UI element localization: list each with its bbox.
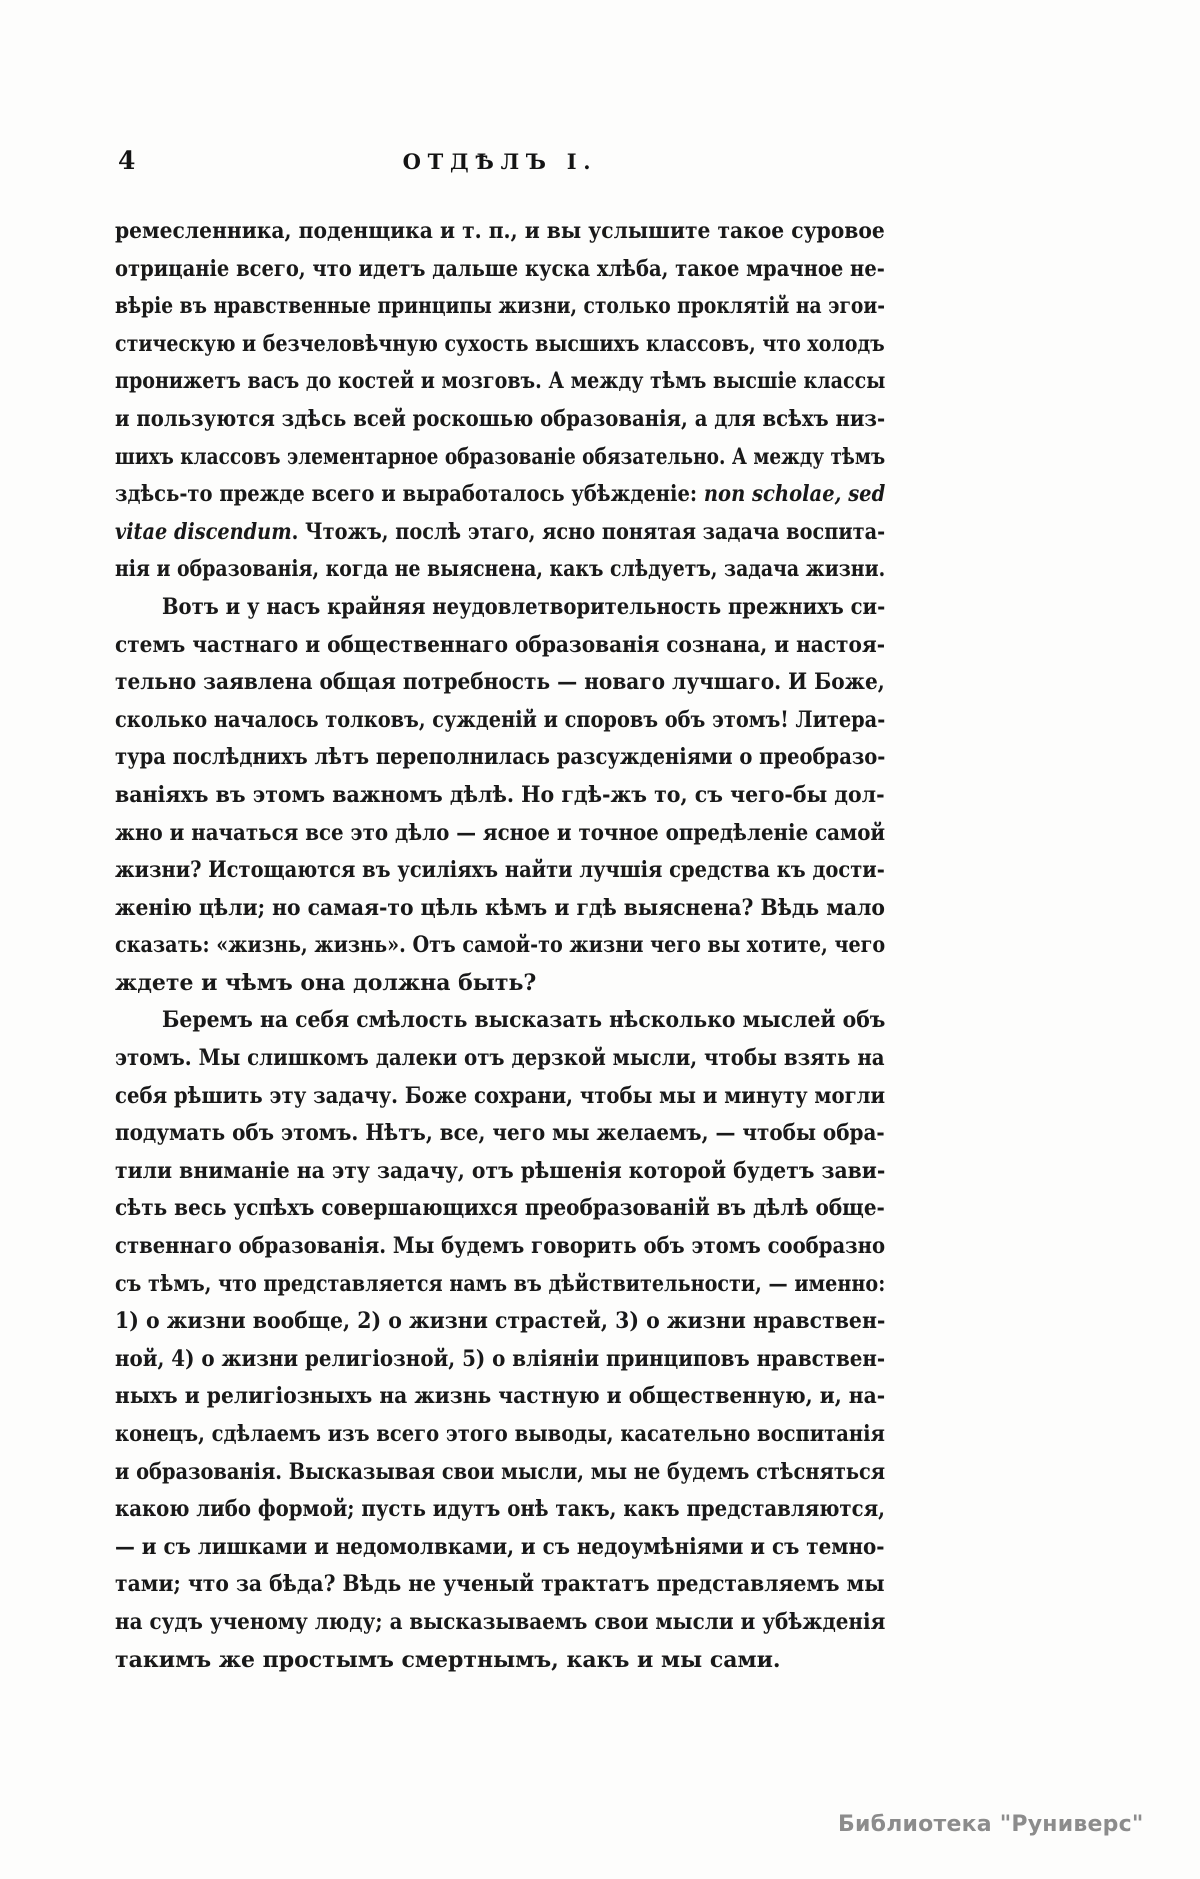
text-run: тами; что за бѣда? Вѣдь не ученый трактатъ представляемъ мы	[115, 1571, 885, 1598]
text-line	[115, 777, 885, 815]
text-line-content	[115, 1078, 885, 1116]
text-run: ной, 4) о жизни религіозной, 5) о вліяніи принциповъ нравствен-	[115, 1345, 886, 1372]
text-line-content	[115, 1454, 885, 1492]
text-line	[115, 476, 885, 514]
text-line-content	[115, 363, 885, 401]
text-line	[115, 627, 885, 665]
text-run: ремесленника, поденщика и т. п., и вы услышите такое суровое	[115, 218, 885, 244]
text-line	[115, 589, 885, 627]
library-watermark: Библиотека "Руниверс"	[838, 1812, 1144, 1837]
text-run: этомъ. Мы слишкомъ далеки отъ дерзкой мысли, чтобы взять на	[115, 1045, 885, 1072]
text-line-content	[115, 476, 885, 514]
text-run: здѣсь-то прежде всего и выработалось убѣжденіе:	[115, 481, 704, 508]
text-line-content	[115, 739, 885, 777]
text-line-content	[162, 589, 885, 627]
text-run: тили вниманіе на эту задачу, отъ рѣшенія которой будетъ зави-	[115, 1157, 886, 1184]
text-line	[115, 815, 885, 853]
text-line-content	[115, 401, 885, 439]
text-run: такимъ же простымъ смертнымъ, какъ и мы сами.	[115, 1646, 781, 1673]
text-line-content	[115, 1341, 885, 1379]
text-line	[115, 1228, 885, 1266]
text-run: ждете и чѣмъ она должна быть?	[115, 969, 537, 996]
text-run: конецъ, сдѣлаемъ изъ всего этого выводы, касательно воспитанія	[115, 1421, 885, 1447]
text-run: себя рѣшить эту задачу. Боже сохрани, чтобы мы и минуту могли	[115, 1082, 886, 1109]
text-run: шихъ классовъ элементарное образованіе обязательно. А между тѣмъ	[115, 443, 886, 470]
text-line-content	[115, 1303, 885, 1341]
text-line-content	[115, 815, 885, 853]
text-line	[115, 890, 885, 928]
text-line-content	[115, 965, 536, 1003]
text-run: и образованія. Высказывая свои мысли, мы не будемъ стѣсняться	[115, 1458, 886, 1485]
text-line-content	[115, 890, 885, 928]
text-line	[115, 1002, 885, 1040]
text-run: пронижетъ васъ до костей и мозговъ. А между тѣмъ высшіе классы	[115, 368, 886, 395]
text-line-content	[115, 1153, 885, 1191]
text-run: женію цѣли; но самая-то цѣль кѣмъ и гдѣ выяснена? Вѣдь мало	[115, 894, 885, 921]
text-line-content	[115, 1416, 885, 1454]
text-run: и пользуются здѣсь всей роскошью образованія, а для всѣхъ низ-	[115, 405, 886, 432]
text-run: ныхъ и религіозныхъ на жизнь частную и общественную, и, на-	[115, 1383, 886, 1410]
text-line	[115, 1115, 885, 1153]
text-run: жно и начаться все это дѣло — ясное и точное опредѣленіе самой	[115, 819, 886, 846]
text-run: — и съ лишками и недомолвками, и съ недоумѣніями и съ темно-	[115, 1533, 885, 1560]
text-line	[115, 1491, 885, 1529]
page-number: 4	[118, 146, 136, 175]
text-line-content	[115, 551, 885, 589]
text-line-content	[115, 1491, 885, 1529]
text-block	[115, 213, 885, 1679]
text-line	[115, 439, 885, 477]
latin-phrase: vitae discendum	[115, 518, 292, 545]
text-line	[115, 1416, 885, 1454]
text-line	[115, 1378, 885, 1416]
text-line-content	[115, 627, 885, 665]
text-line	[115, 852, 885, 890]
text-run: сколько началось толковъ, сужденій и споровъ объ этомъ! Литера-	[115, 706, 886, 733]
text-line-content	[115, 288, 885, 326]
text-run: подумать объ этомъ. Нѣтъ, все, чего мы желаемъ, — чтобы обра-	[115, 1120, 885, 1147]
text-run: ственнаго образованія. Мы будемъ говорить объ этомъ сообразно	[115, 1233, 886, 1260]
text-line-content	[115, 1266, 885, 1304]
text-line	[115, 1529, 885, 1567]
text-line	[115, 1566, 885, 1604]
text-line	[115, 401, 885, 439]
text-line	[115, 1604, 885, 1642]
text-line	[115, 1642, 885, 1680]
text-line-content	[115, 1378, 885, 1416]
text-line-content	[115, 1566, 885, 1604]
text-line-content	[115, 251, 885, 289]
text-run: вѣріе въ нравственные принципы жизни, столько проклятій на эгои-	[115, 293, 885, 320]
text-run: стемъ частнаго и общественнаго образованія сознана, и настоя-	[115, 631, 886, 658]
text-line-content	[115, 852, 885, 890]
text-run: жизни? Истощаются въ усиліяхъ найти лучшія средства къ дости-	[115, 857, 885, 884]
text-line	[115, 363, 885, 401]
text-line	[115, 288, 885, 326]
text-line-content	[115, 213, 885, 251]
text-line	[115, 326, 885, 364]
text-line-content	[115, 1228, 885, 1266]
text-line-content	[115, 1115, 885, 1153]
text-line	[115, 1303, 885, 1341]
text-line	[115, 551, 885, 589]
text-line-content	[162, 1002, 885, 1040]
text-line	[115, 965, 885, 1003]
text-line	[115, 1153, 885, 1191]
text-line-content	[115, 1190, 885, 1228]
text-run: сказать: «жизнь, жизнь». Отъ самой-то жизни чего вы хотите, чего	[115, 932, 886, 959]
text-run: . Чтожъ, послѣ этаго, ясно понятая задача воспита-	[291, 518, 886, 545]
text-line	[115, 1078, 885, 1116]
text-line-content	[115, 1642, 781, 1680]
text-run: на судъ ученому люду; а высказываемъ свои мысли и убѣжденія	[115, 1608, 886, 1635]
text-line	[115, 514, 885, 552]
text-run: стическую и безчеловѣчную сухость высшихъ классовъ, что холодъ	[115, 330, 885, 357]
text-line	[115, 1040, 885, 1078]
text-run: тура послѣднихъ лѣтъ переполнилась разсужденіями о преобразо-	[115, 744, 886, 771]
text-run: какою либо формой; пусть идутъ онѣ такъ, какъ представляются,	[115, 1496, 885, 1523]
text-run: Вотъ и у насъ крайняя неудовлетворительность прежнихъ си-	[162, 593, 886, 620]
text-line-content	[115, 514, 885, 552]
text-line	[115, 739, 885, 777]
text-line	[115, 1190, 885, 1228]
text-line	[115, 213, 885, 251]
text-line	[115, 1341, 885, 1379]
text-run: съ тѣмъ, что представляется намъ въ дѣйствительности, — именно:	[115, 1270, 886, 1297]
text-line	[115, 1454, 885, 1492]
text-run: сѣть весь успѣхъ совершающихся преобразованій въ дѣлѣ обще-	[115, 1195, 885, 1222]
text-run: 1) о жизни вообще, 2) о жизни страстей, 3) о жизни нравствен-	[115, 1308, 886, 1335]
text-line-content	[115, 1529, 885, 1567]
text-line	[115, 251, 885, 289]
section-header: ОТДѢЛЪ I.	[402, 149, 598, 174]
text-line	[115, 1266, 885, 1304]
text-line-content	[115, 439, 885, 477]
text-line-content	[115, 1604, 885, 1642]
text-run: Беремъ на себя смѣлость высказать нѣсколько мыслей объ	[162, 1007, 886, 1034]
text-line	[115, 664, 885, 702]
text-line-content	[115, 1040, 885, 1078]
text-run: нія и образованія, когда не выяснена, какъ слѣдуетъ, задача жизни.	[115, 556, 886, 583]
text-line-content	[115, 664, 885, 702]
text-line	[115, 702, 885, 740]
text-line-content	[115, 326, 885, 364]
text-line-content	[115, 927, 885, 965]
text-run: отрицаніе всего, что идетъ дальше куска хлѣба, такое мрачное не-	[115, 255, 885, 282]
text-run: тельно заявлена общая потребность — новаго лучшаго. И Боже,	[115, 669, 885, 696]
text-line-content	[115, 777, 885, 815]
latin-phrase: non scholae, sed	[703, 481, 886, 508]
text-line	[115, 927, 885, 965]
text-run: ваніяхъ въ этомъ важномъ дѣлѣ. Но гдѣ-жъ то, съ чего-бы дол-	[115, 781, 885, 808]
text-line-content	[115, 702, 885, 740]
